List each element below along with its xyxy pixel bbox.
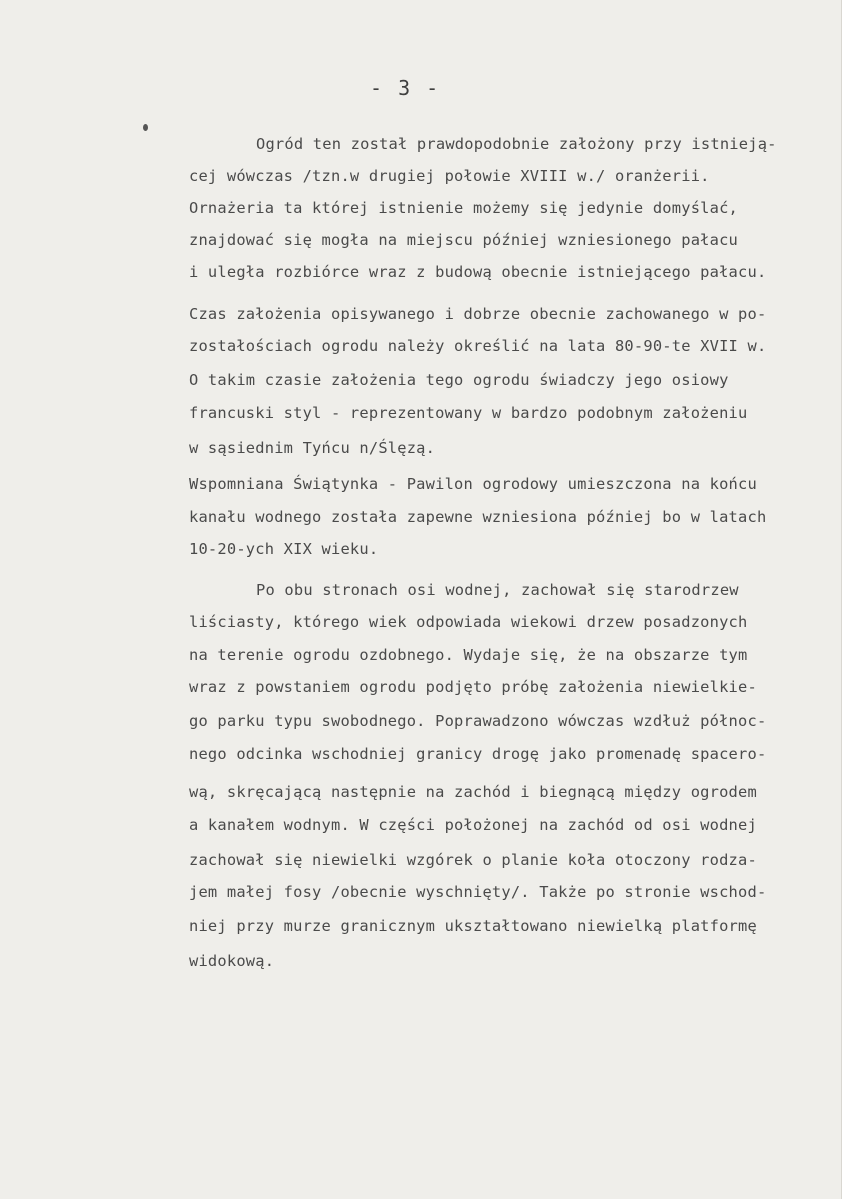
text-line: znajdować się mogła na miejscu później wzniesionego pałacu: [189, 231, 739, 249]
page-number: - 3 -: [370, 76, 441, 100]
text-line: Wspomniana Świątynka - Pawilon ogrodowy umieszczona na końcu: [189, 475, 757, 493]
text-line: liściasty, którego wiek odpowiada wiekowi drzew posadzonych: [189, 613, 748, 631]
text-line: widokową.: [189, 952, 275, 970]
text-line: kanału wodnego została zapewne wzniesiona później bo w latach: [189, 508, 767, 526]
text-line: zostałościach ogrodu należy określić na lata 80-90-te XVII w.: [189, 337, 767, 355]
text-line: go parku typu swobodnego. Poprawadzono wówczas wzdłuż północ-: [189, 712, 767, 730]
text-line: i uległa rozbiórce wraz z budową obecnie istniejącego pałacu.: [189, 263, 767, 281]
text-line: jem małej fosy /obecnie wyschnięty/. Także po stronie wschod-: [189, 883, 767, 901]
text-line: Ogród ten został prawdopodobnie założony przy istnieją-: [256, 135, 777, 153]
text-line: niej przy murze granicznym ukształtowano niewielką platformę: [189, 917, 757, 935]
text-line: cej wówczas /tzn.w drugiej połowie XVIII w./ oranżerii.: [189, 167, 710, 185]
text-line: O takim czasie założenia tego ogrodu świadczy jego osiowy: [189, 371, 729, 389]
text-line: 10-20-ych XIX wieku.: [189, 540, 379, 558]
text-line: w sąsiednim Tyńcu n/Ślęzą.: [189, 439, 436, 457]
text-line: Ornażeria ta której istnienie możemy się jedynie domyślać,: [189, 199, 739, 217]
text-line: na terenie ogrodu ozdobnego. Wydaje się, że na obszarze tym: [189, 646, 748, 664]
text-line: nego odcinka wschodniej granicy drogę jako promenadę spacero-: [189, 745, 767, 763]
text-line: a kanałem wodnym. W części położonej na zachód od osi wodnej: [189, 816, 757, 834]
text-line: wą, skręcającą następnie na zachód i biegnącą między ogrodem: [189, 783, 757, 801]
text-line: wraz z powstaniem ogrodu podjęto próbę założenia niewielkie-: [189, 678, 757, 696]
text-line: Po obu stronach osi wodnej, zachował się starodrzew: [256, 581, 739, 599]
text-line: zachował się niewielki wzgórek o planie koła otoczony rodza-: [189, 851, 757, 869]
text-line: francuski styl - reprezentowany w bardzo podobnym założeniu: [189, 404, 748, 422]
text-line: Czas założenia opisywanego i dobrze obecnie zachowanego w po-: [189, 305, 767, 323]
